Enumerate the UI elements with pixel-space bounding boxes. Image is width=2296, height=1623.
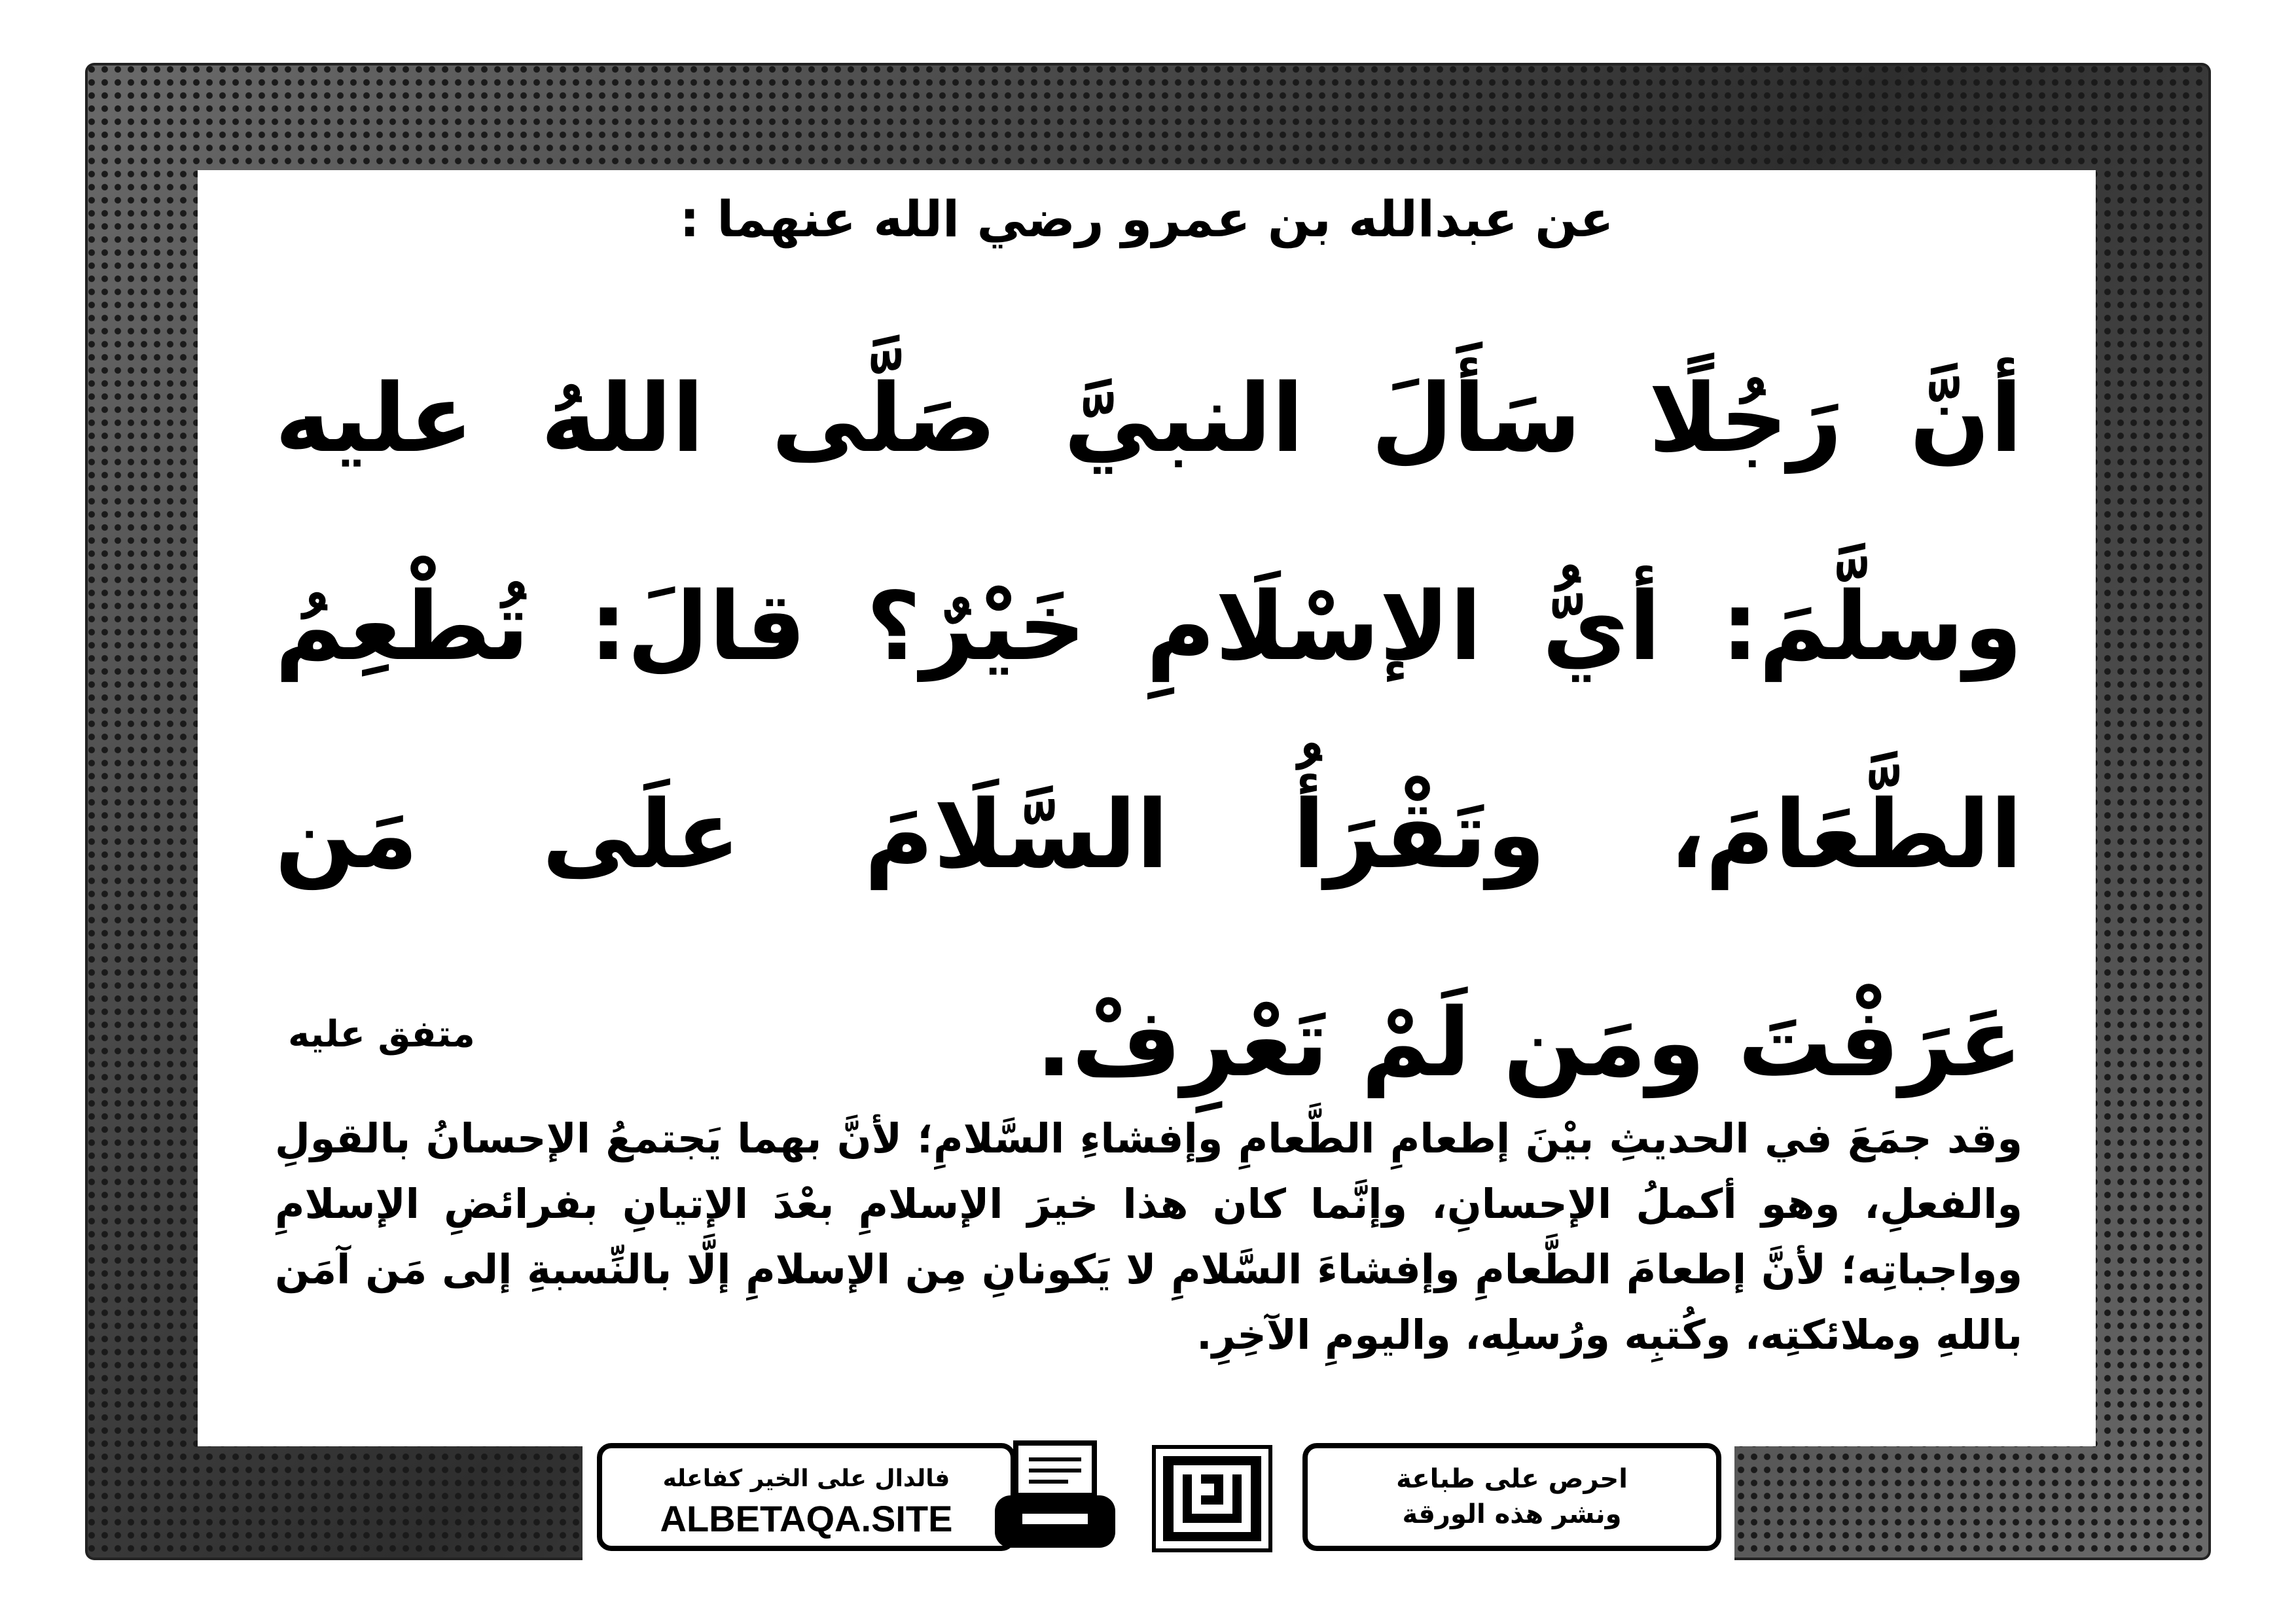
site-link[interactable]: ALBETAQA.SITE	[660, 1498, 953, 1539]
hadith-line: أنَّ رَجُلًا سَأَلَ النبيَّ صَلَّى اللهُ عليه	[275, 363, 2022, 473]
reminder-line-2: ونشر هذه الورقة	[1402, 1499, 1622, 1529]
printer-icon	[990, 1436, 1121, 1558]
narrator-line: عن عبدالله بن عمرو رضي الله عنهما :	[679, 190, 1614, 248]
hadith-source: متفق عليه	[288, 1013, 475, 1056]
print-reminder-box	[1302, 1443, 1721, 1551]
footer	[597, 1443, 1721, 1558]
tagline: فالدال على الخير كفاعله	[662, 1465, 950, 1492]
commentary-text: وقد جمَعَ في الحديثِ بيْنَ إطعامِ الطَّعامِ وإفشاءِ السَّلامِ؛ لأنَّ بهما يَجتمعُ الإحسانُ بالقولِ والفعلِ، وهو أكملُ الإحسانِ، وإنَّما كان هذا خيرَ الإسلامِ بعْدَ الإتيانِ بفرائضِ الإسلامِ وواجباتِه؛ لأنَّ إطعامَ الطَّعامِ وإفشاءَ السَّلامِ لا يَكونانِ مِن الإسلامِ إلَّا بالنِّسبةِ إلى مَن آمَن باللهِ وملائكتِه، وكُتبِه ورُسلِه، واليومِ الآخِرِ.	[275, 1115, 2022, 1359]
kufic-logo	[1150, 1443, 1274, 1554]
hadith-line: الطَّعَامَ، وتَقْرَأُ السَّلَامَ علَى مَن	[275, 779, 2022, 889]
hadith-line: وسلَّمَ: أيُّ الإسْلَامِ خَيْرٌ؟ قالَ: تُطْعِمُ	[275, 571, 2022, 681]
hadith-line: عَرَفْتَ ومَن لَمْ تَعْرِفْ.	[1035, 988, 2022, 1097]
site-box	[597, 1443, 1016, 1551]
reminder-line-1: احرص على طباعة	[1396, 1464, 1628, 1494]
